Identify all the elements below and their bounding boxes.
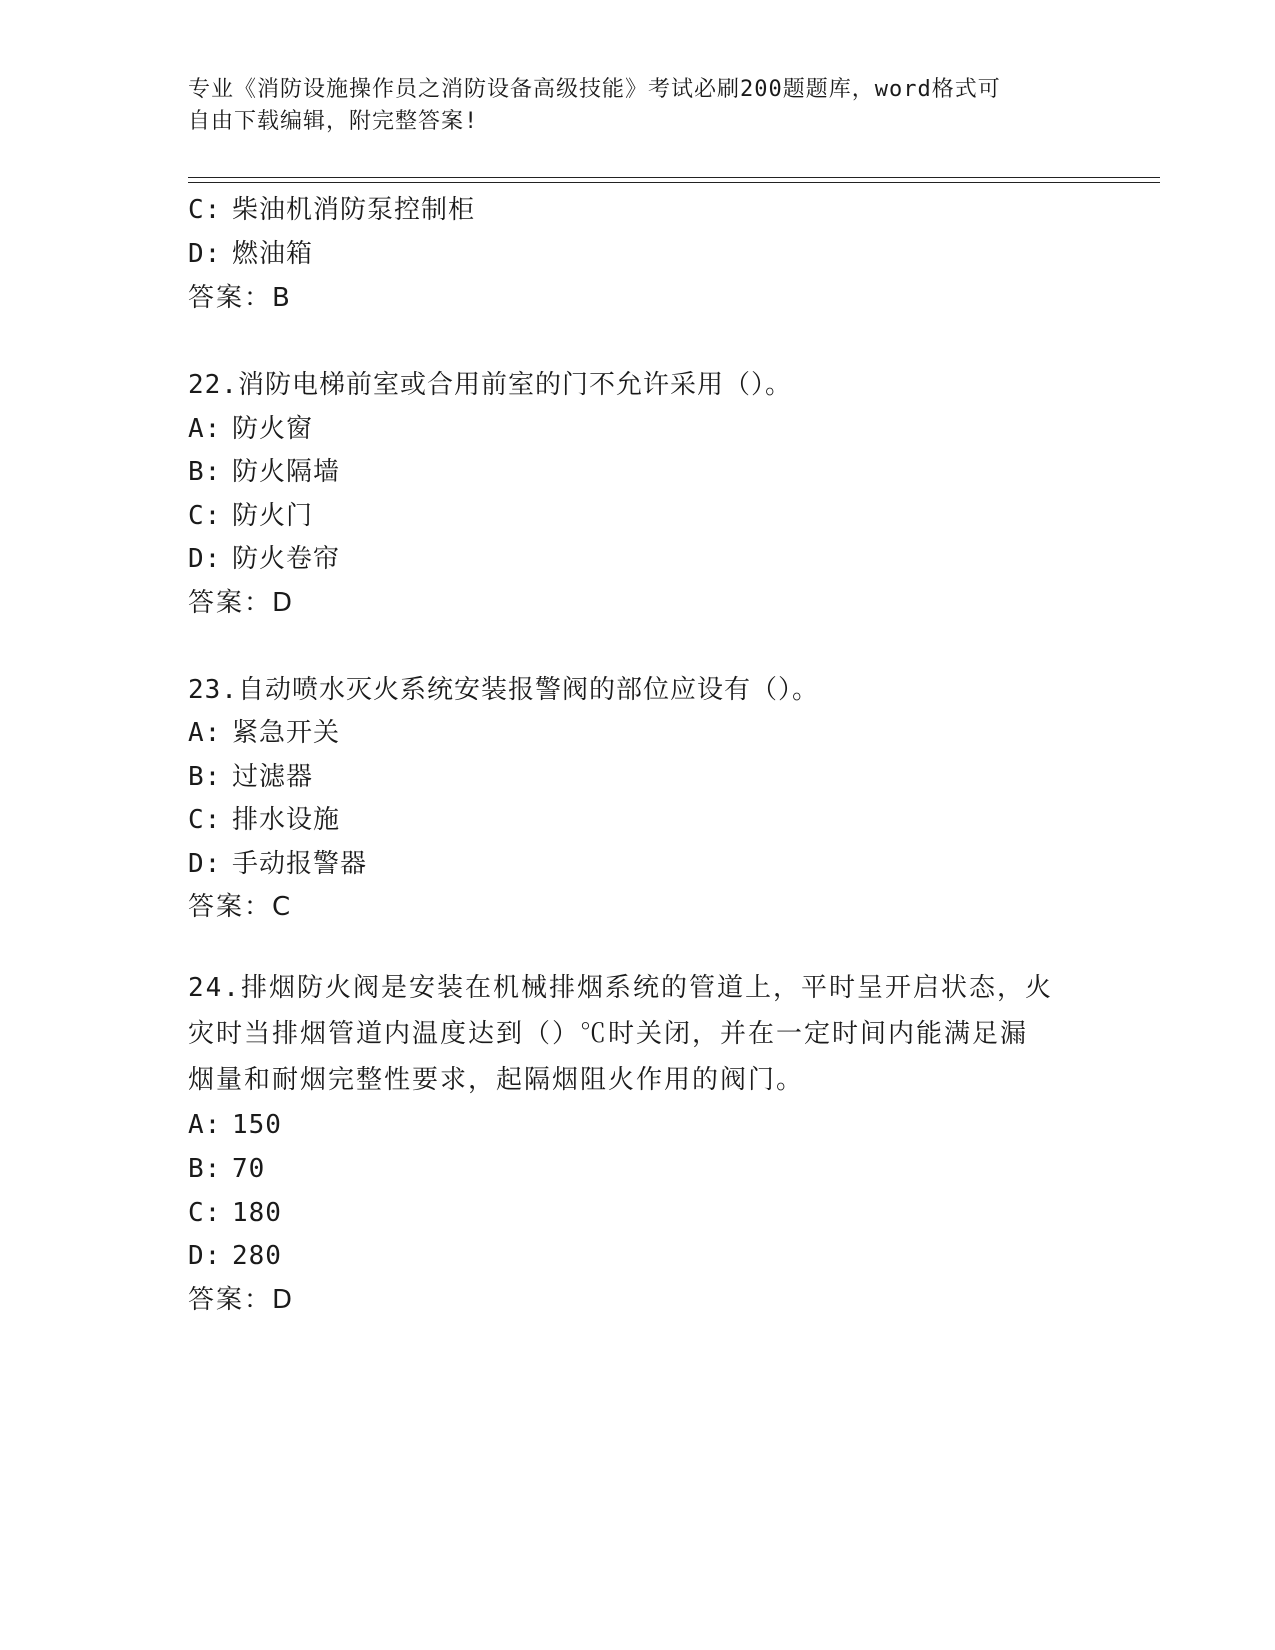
- option-label: A:: [188, 414, 222, 444]
- option-text: 180: [232, 1198, 282, 1228]
- option-label: C:: [188, 1198, 222, 1228]
- option-label: A:: [188, 1110, 222, 1140]
- option-label: B:: [188, 762, 222, 792]
- option-label: C:: [188, 195, 222, 225]
- option-text: 70: [232, 1154, 266, 1184]
- q24-stem: [188, 965, 1088, 1103]
- q24-option-d: [188, 1239, 282, 1273]
- option-text: 防火门: [232, 501, 314, 531]
- q23-option-d: [188, 847, 367, 881]
- q23-stem: 23.自动喷水灭火系统安装报警阀的部位应设有（）。: [188, 675, 819, 705]
- q24-stem-line-2: 灾时当排烟管道内温度达到（）℃时关闭，并在一定时间内能满足漏: [188, 1019, 1029, 1049]
- q22-option-b: [188, 455, 340, 489]
- option-label: D:: [188, 849, 222, 879]
- option-text: 280: [232, 1241, 282, 1271]
- q24-option-b: [188, 1152, 265, 1186]
- q24-option-a: [188, 1108, 282, 1142]
- option-label: B:: [188, 1154, 222, 1184]
- option-text: 防火卷帘: [232, 544, 341, 574]
- header-line-2: 自由下载编辑，附完整答案!: [188, 109, 479, 134]
- option-label: D:: [188, 544, 222, 574]
- q22-answer: 答案：D: [188, 588, 295, 618]
- option-text: 手动报警器: [232, 849, 368, 879]
- q23-option-a: [188, 716, 340, 750]
- option-text: 150: [232, 1110, 282, 1140]
- q21-answer: 答案：B: [188, 283, 292, 313]
- header-divider-top: [188, 177, 1160, 178]
- option-label: A:: [188, 718, 222, 748]
- option-text: 燃油箱: [232, 239, 314, 269]
- q22-stem: 22.消防电梯前室或合用前室的门不允许采用（）。: [188, 370, 792, 400]
- q22-option-d: [188, 542, 340, 576]
- option-text: 紧急开关: [232, 718, 341, 748]
- option-text: 柴油机消防泵控制柜: [232, 195, 476, 225]
- option-label: C:: [188, 805, 222, 835]
- q24-stem-line-1: 24.排烟防火阀是安装在机械排烟系统的管道上，平时呈开启状态，火: [188, 973, 1053, 1003]
- option-text: 防火窗: [232, 414, 314, 444]
- option-label: D:: [188, 1241, 222, 1271]
- q24-option-c: [188, 1196, 282, 1230]
- q24-stem-line-3: 烟量和耐烟完整性要求，起隔烟阻火作用的阀门。: [188, 1065, 805, 1095]
- option-label: B:: [188, 457, 222, 487]
- q21-option-d: [188, 237, 313, 271]
- q22-option-a: [188, 412, 313, 446]
- q21-option-c: [188, 193, 475, 227]
- option-label: D:: [188, 239, 222, 269]
- option-label: C:: [188, 501, 222, 531]
- option-text: 过滤器: [232, 762, 314, 792]
- q22-option-c: [188, 499, 313, 533]
- q23-option-c: [188, 803, 340, 837]
- option-text: 防火隔墙: [232, 457, 341, 487]
- q23-answer: 答案：C: [188, 892, 293, 922]
- q24-answer: 答案：D: [188, 1285, 295, 1315]
- option-text: 排水设施: [232, 805, 341, 835]
- header-line-1: 专业《消防设施操作员之消防设备高级技能》考试必刷200题题库，word格式可: [188, 77, 1001, 102]
- q23-option-b: [188, 760, 313, 794]
- document-header: [188, 74, 1088, 138]
- header-divider-bottom: [188, 182, 1160, 183]
